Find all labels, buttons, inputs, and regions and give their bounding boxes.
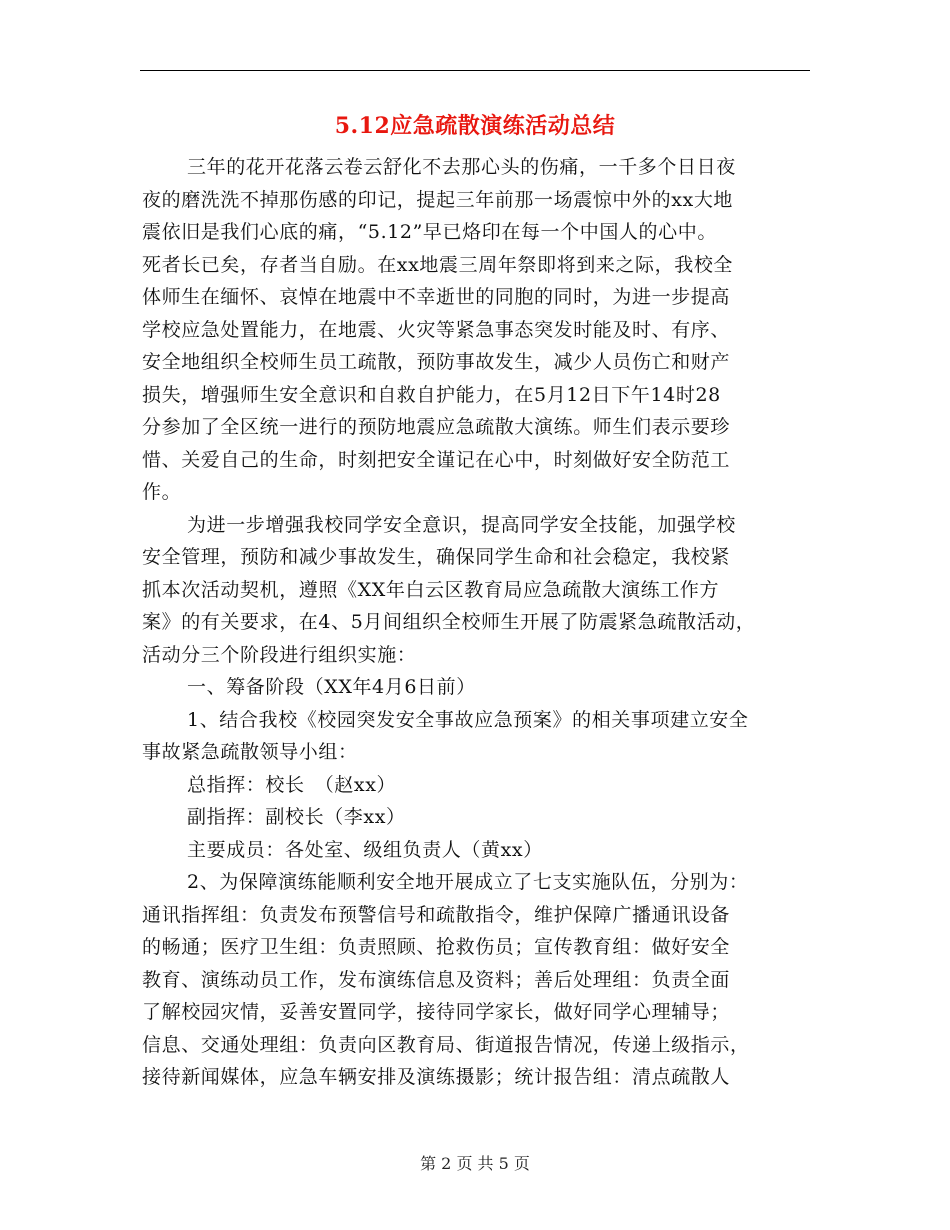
text-line: 抓本次活动契机，遵照《XX年白云区教育局应急疏散大演练工作方 (142, 578, 720, 601)
text-line: 惜、关爱自己的生命，时刻把安全谨记在心中，时刻做好安全防范工 (142, 448, 731, 471)
text-line: 主要成员：各处室、级组负责人（黄xx） (187, 838, 543, 861)
text-line: 的畅通；医疗卫生组：负责照顾、抢救伤员；宣传教育组：做好安全 (142, 936, 731, 958)
text-line: 一、筹备阶段（XX年4月6日前） (187, 676, 476, 698)
page-footer: 第 2 页 共 5 页 (420, 1154, 530, 1173)
text-line: 事故紧急疏散领导小组： (142, 741, 358, 763)
text-line: 了解校园灾情，妥善安置同学，接待同学家长，做好同学心理辅导； (142, 1001, 731, 1023)
document-body (142, 151, 810, 1094)
text-line: 1、结合我校《校园突发安全事故应急预案》的相关事项建立安全 (187, 708, 749, 731)
header-rule (140, 70, 810, 71)
text-line: 损失，增强师生安全意识和自救自护能力，在5月12日下午14时28 (142, 383, 721, 406)
text-line: 为进一步增强我校同学安全意识，提高同学安全技能，加强学校 (187, 513, 736, 536)
text-line: 接待新闻媒体，应急车辆安排及演练摄影；统计报告组：清点疏散人 (142, 1066, 731, 1088)
text-line: 体师生在缅怀、哀悼在地震中不幸逝世的同胞的同时，为进一步提高 (142, 286, 731, 308)
text-line: 死者长已矣，存者当自励。在xx地震三周年祭即将到来之际，我校全 (142, 253, 734, 276)
text-line: 震依旧是我们心底的痛，“5.12”早已烙印在每一个中国人的心中。 (142, 221, 717, 243)
text-line: 分参加了全区统一进行的预防地震应急疏散大演练。师生们表示要珍 (142, 416, 731, 438)
text-line: 案》的有关要求，在4、5月间组织全校师生开展了防震紧急疏散活动， (142, 611, 756, 633)
document-title: 5.12应急疏散演练活动总结 (334, 113, 616, 139)
text-line: 总指挥：校长 （赵xx） (187, 773, 397, 796)
text-line: 通讯指挥组：负责发布预警信号和疏散指令，维护保障广播通讯设备 (142, 903, 731, 926)
text-line: 作。 (142, 481, 182, 503)
text-line: 夜的磨洗洗不掉那伤感的印记，提起三年前那一场震惊中外的xx大地 (142, 188, 734, 211)
text-line: 信息、交通处理组：负责向区教育局、街道报告情况，传递上级指示， (142, 1033, 750, 1056)
text-line: 教育、演练动员工作，发布演练信息及资料；善后处理组：负责全面 (142, 968, 731, 991)
text-line: 三年的花开花落云卷云舒化不去那心头的伤痛，一千多个日日夜 (187, 156, 736, 178)
text-line: 2、为保障演练能顺利安全地开展成立了七支实施队伍，分别为： (187, 871, 749, 893)
text-line: 活动分三个阶段进行组织实施： (142, 643, 417, 666)
text-line: 学校应急处置能力，在地震、火灾等紧急事态突发时能及时、有序、 (142, 318, 731, 341)
text-line: 安全地组织全校师生员工疏散，预防事故发生，减少人员伤亡和财产 (142, 351, 731, 373)
text-line: 副指挥：副校长（李xx） (187, 806, 406, 828)
text-line: 安全管理，预防和减少事故发生，确保同学生命和社会稳定，我校紧 (142, 546, 731, 568)
